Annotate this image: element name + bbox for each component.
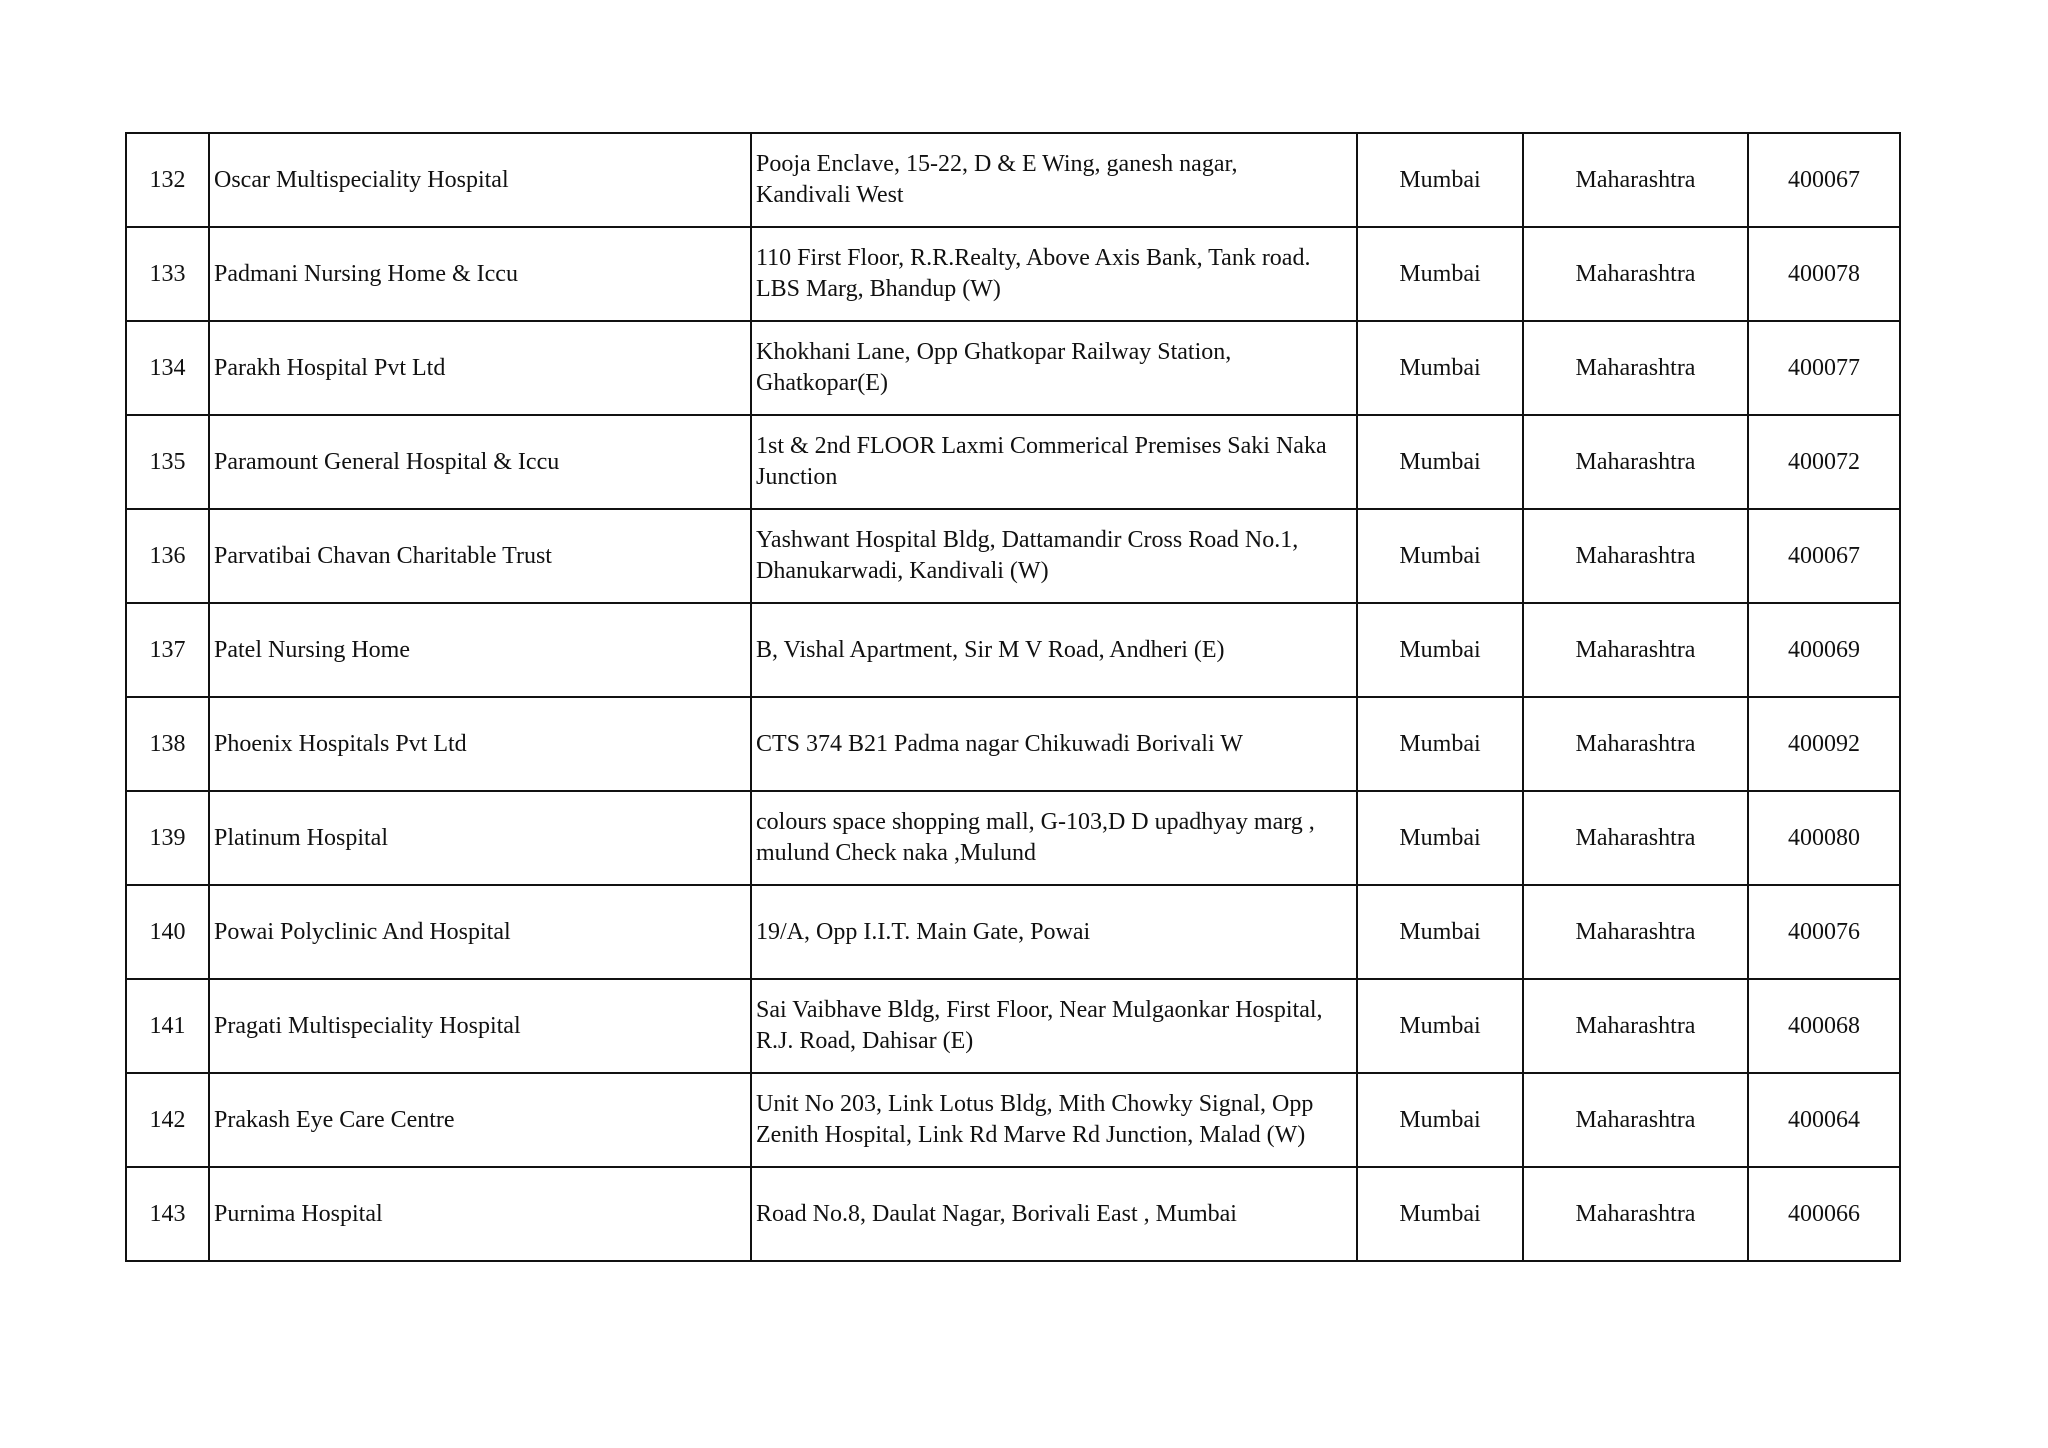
address-line: colours space shopping mall, G-103,D D upadhyay marg , bbox=[756, 809, 1315, 835]
hospital-list-page bbox=[125, 132, 1899, 1262]
city-cell: Mumbai bbox=[1357, 885, 1523, 979]
address-line: Unit No 203, Link Lotus Bldg, Mith Chowky Signal, Opp bbox=[756, 1091, 1314, 1117]
city-cell: Mumbai bbox=[1357, 321, 1523, 415]
serial-number-cell: 135 bbox=[126, 415, 209, 509]
serial-number-cell: 134 bbox=[126, 321, 209, 415]
state-cell: Maharashtra bbox=[1523, 603, 1748, 697]
pincode-cell: 400078 bbox=[1748, 227, 1900, 321]
address-cell bbox=[751, 979, 1357, 1073]
address-cell bbox=[751, 1073, 1357, 1167]
state-cell: Maharashtra bbox=[1523, 979, 1748, 1073]
city-cell: Mumbai bbox=[1357, 697, 1523, 791]
table-row bbox=[126, 509, 1900, 603]
hospital-name-cell: Oscar Multispeciality Hospital bbox=[209, 133, 751, 227]
serial-number-cell: 140 bbox=[126, 885, 209, 979]
city-cell: Mumbai bbox=[1357, 133, 1523, 227]
address-line: Dhanukarwadi, Kandivali (W) bbox=[756, 558, 1049, 584]
address-cell bbox=[751, 415, 1357, 509]
pincode-cell: 400067 bbox=[1748, 133, 1900, 227]
city-cell: Mumbai bbox=[1357, 415, 1523, 509]
address-line: Zenith Hospital, Link Rd Marve Rd Junction, Malad (W) bbox=[756, 1122, 1306, 1148]
address-line: Kandivali West bbox=[756, 182, 904, 208]
address-line: Khokhani Lane, Opp Ghatkopar Railway Station, bbox=[756, 339, 1232, 365]
address-cell bbox=[751, 227, 1357, 321]
hospital-table bbox=[125, 132, 1901, 1262]
serial-number-cell: 136 bbox=[126, 509, 209, 603]
table-row bbox=[126, 791, 1900, 885]
state-cell: Maharashtra bbox=[1523, 885, 1748, 979]
state-cell: Maharashtra bbox=[1523, 1073, 1748, 1167]
hospital-name-cell: Padmani Nursing Home & Iccu bbox=[209, 227, 751, 321]
city-cell: Mumbai bbox=[1357, 979, 1523, 1073]
address-line: R.J. Road, Dahisar (E) bbox=[756, 1028, 974, 1054]
city-cell: Mumbai bbox=[1357, 1167, 1523, 1261]
serial-number-cell: 132 bbox=[126, 133, 209, 227]
serial-number-cell: 138 bbox=[126, 697, 209, 791]
address-line: Road No.8, Daulat Nagar, Borivali East , Mumbai bbox=[756, 1200, 1237, 1227]
hospital-name-cell: Platinum Hospital bbox=[209, 791, 751, 885]
address-line: B, Vishal Apartment, Sir M V Road, Andheri (E) bbox=[756, 636, 1225, 663]
state-cell: Maharashtra bbox=[1523, 227, 1748, 321]
address-cell bbox=[751, 509, 1357, 603]
hospital-name-cell: Patel Nursing Home bbox=[209, 603, 751, 697]
state-cell: Maharashtra bbox=[1523, 697, 1748, 791]
hospital-name-cell: Pragati Multispeciality Hospital bbox=[209, 979, 751, 1073]
city-cell: Mumbai bbox=[1357, 1073, 1523, 1167]
serial-number-cell: 137 bbox=[126, 603, 209, 697]
pincode-cell: 400064 bbox=[1748, 1073, 1900, 1167]
serial-number-cell: 139 bbox=[126, 791, 209, 885]
state-cell: Maharashtra bbox=[1523, 509, 1748, 603]
address-line: Junction bbox=[756, 464, 838, 490]
serial-number-cell: 143 bbox=[126, 1167, 209, 1261]
hospital-name-cell: Prakash Eye Care Centre bbox=[209, 1073, 751, 1167]
address-line: CTS 374 B21 Padma nagar Chikuwadi Borivali W bbox=[756, 730, 1243, 757]
table-row bbox=[126, 603, 1900, 697]
city-cell: Mumbai bbox=[1357, 509, 1523, 603]
address-line: Sai Vaibhave Bldg, First Floor, Near Mulgaonkar Hospital, bbox=[756, 997, 1323, 1023]
city-cell: Mumbai bbox=[1357, 227, 1523, 321]
address-cell bbox=[751, 321, 1357, 415]
address-line: 19/A, Opp I.I.T. Main Gate, Powai bbox=[756, 918, 1091, 945]
address-line: Ghatkopar(E) bbox=[756, 370, 888, 396]
pincode-cell: 400080 bbox=[1748, 791, 1900, 885]
address-line: Pooja Enclave, 15-22, D & E Wing, ganesh nagar, bbox=[756, 151, 1238, 177]
address-cell bbox=[751, 603, 1357, 697]
hospital-name-cell: Paramount General Hospital & Iccu bbox=[209, 415, 751, 509]
hospital-name-cell: Parvatibai Chavan Charitable Trust bbox=[209, 509, 751, 603]
address-cell bbox=[751, 885, 1357, 979]
address-line: Yashwant Hospital Bldg, Dattamandir Cross Road No.1, bbox=[756, 527, 1299, 553]
address-line: 110 First Floor, R.R.Realty, Above Axis Bank, Tank road. bbox=[756, 245, 1311, 271]
table-row bbox=[126, 979, 1900, 1073]
table-row bbox=[126, 415, 1900, 509]
state-cell: Maharashtra bbox=[1523, 791, 1748, 885]
city-cell: Mumbai bbox=[1357, 603, 1523, 697]
state-cell: Maharashtra bbox=[1523, 321, 1748, 415]
pincode-cell: 400069 bbox=[1748, 603, 1900, 697]
table-row bbox=[126, 697, 1900, 791]
address-cell bbox=[751, 1167, 1357, 1261]
state-cell: Maharashtra bbox=[1523, 133, 1748, 227]
pincode-cell: 400067 bbox=[1748, 509, 1900, 603]
hospital-name-cell: Powai Polyclinic And Hospital bbox=[209, 885, 751, 979]
hospital-name-cell: Parakh Hospital Pvt Ltd bbox=[209, 321, 751, 415]
table-row bbox=[126, 321, 1900, 415]
pincode-cell: 400068 bbox=[1748, 979, 1900, 1073]
pincode-cell: 400077 bbox=[1748, 321, 1900, 415]
serial-number-cell: 133 bbox=[126, 227, 209, 321]
hospital-name-cell: Purnima Hospital bbox=[209, 1167, 751, 1261]
table-row bbox=[126, 1167, 1900, 1261]
address-cell bbox=[751, 133, 1357, 227]
address-line: LBS Marg, Bhandup (W) bbox=[756, 276, 1001, 302]
table-row bbox=[126, 885, 1900, 979]
table-row bbox=[126, 227, 1900, 321]
hospital-table-body bbox=[126, 133, 1900, 1261]
serial-number-cell: 141 bbox=[126, 979, 209, 1073]
hospital-name-cell: Phoenix Hospitals Pvt Ltd bbox=[209, 697, 751, 791]
state-cell: Maharashtra bbox=[1523, 415, 1748, 509]
address-line: 1st & 2nd FLOOR Laxmi Commerical Premises Saki Naka bbox=[756, 433, 1327, 459]
address-line: mulund Check naka ,Mulund bbox=[756, 840, 1036, 866]
address-cell bbox=[751, 697, 1357, 791]
pincode-cell: 400092 bbox=[1748, 697, 1900, 791]
serial-number-cell: 142 bbox=[126, 1073, 209, 1167]
city-cell: Mumbai bbox=[1357, 791, 1523, 885]
state-cell: Maharashtra bbox=[1523, 1167, 1748, 1261]
table-row bbox=[126, 133, 1900, 227]
pincode-cell: 400076 bbox=[1748, 885, 1900, 979]
address-cell bbox=[751, 791, 1357, 885]
pincode-cell: 400072 bbox=[1748, 415, 1900, 509]
pincode-cell: 400066 bbox=[1748, 1167, 1900, 1261]
table-row bbox=[126, 1073, 1900, 1167]
